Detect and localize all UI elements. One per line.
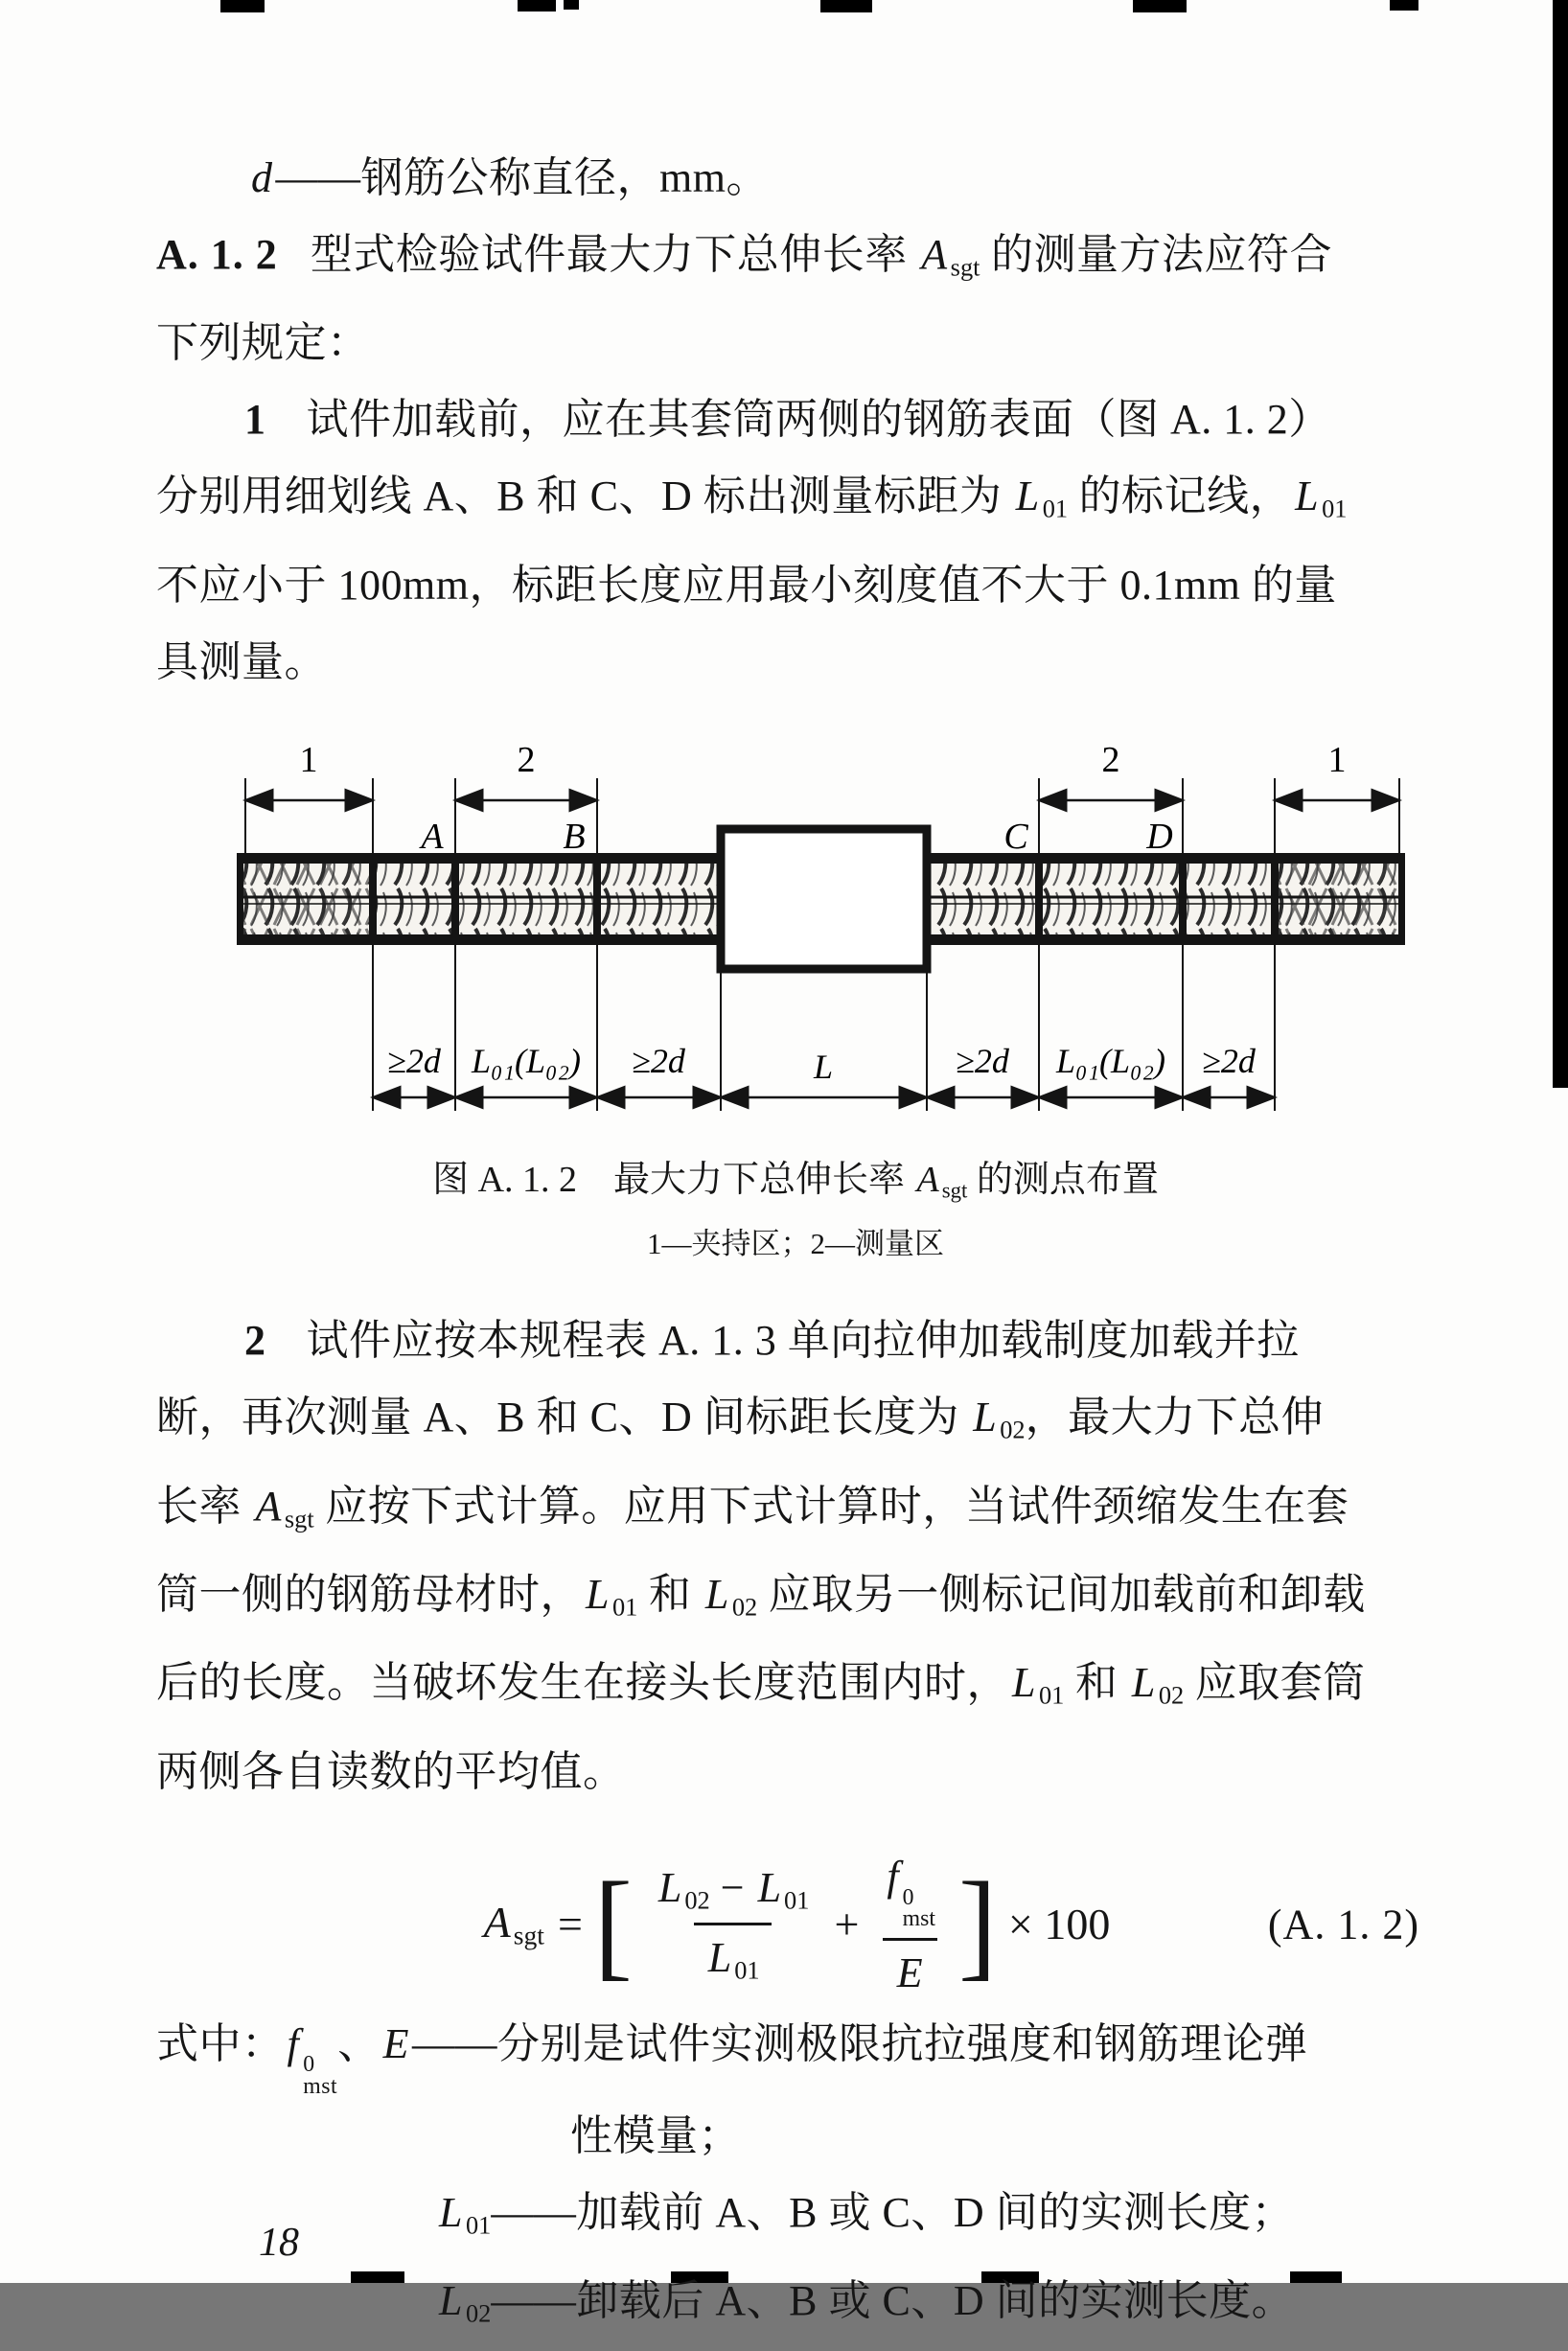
multiplier: × 100 [1007, 1900, 1111, 1949]
where-clause [156, 2006, 1435, 2351]
item2-line6: 两侧各自读数的平均值。 [156, 1747, 626, 1795]
figure-legend: 1—夹持区；2—测量区 [647, 1227, 944, 1261]
mark-label-A: A [421, 816, 444, 857]
rebar-right-end [1398, 853, 1405, 945]
equation-lhs: A $_{sgt}$ [483, 1898, 544, 1951]
rebar-left-end [237, 853, 243, 945]
dim-label-clamp-zone-left: 1 [299, 739, 318, 780]
scan-artifact-top-2 [518, 0, 556, 12]
clamp-zone-right-texture [1275, 862, 1403, 936]
equals-sign: = [557, 1900, 583, 1949]
item1-line2: 分别用细划线 A、B 和 C、D 标出测量标距为 L $_{01}$ 的标记线，L $_{01}$ [156, 473, 1348, 523]
where-line2: 性模量； [570, 2111, 741, 2159]
dim-label-ge2d-1: ≥2d [387, 1041, 441, 1080]
clause-a12-line1 [156, 217, 1435, 305]
mark-label-C: C [1003, 816, 1028, 857]
item2-number: 2 [244, 1317, 266, 1365]
dim-label-clamp-zone-right: 1 [1327, 739, 1347, 780]
item1-text: 试件加载前，应在其套筒两侧的钢筋表面（图 A. 1. 2） [306, 396, 1331, 444]
item1-number: 1 [244, 396, 266, 444]
plus-sign: + [834, 1900, 860, 1949]
mark-label-D: D [1146, 816, 1173, 857]
page-body [156, 140, 1435, 2351]
fraction-strain: $\frac{L _{02} - L _{01}}{L _{01}}$ [657, 1863, 810, 1985]
clause-number: A. 1. 2 [156, 231, 278, 278]
where-line3: L $_{01}$——加载前 A、B 或 C、D 间的实测长度； [439, 2188, 1295, 2239]
scan-artifact-right-strip [1553, 0, 1568, 1088]
equation-expression: A $_{sgt}$ = [ $\frac{L _{02} - L _{01}}{L _{01}}$ + f 0 mst E ] × 100 [481, 1852, 1111, 1997]
where-line1: 式中：f 0 mst 、E——分别是试件实测极限抗拉强度和钢筋理论弹 [156, 2019, 1308, 2099]
figure-a12 [156, 726, 1435, 1264]
dim-label-ge2d-2: ≥2d [632, 1041, 685, 1080]
dim-label-sleeve-length-L: L [813, 1047, 834, 1086]
equation-number: (A. 1. 2) [1267, 1901, 1419, 1948]
clamp-zone-left-texture [240, 862, 373, 936]
dim-label-ge2d-3: ≥2d [956, 1041, 1009, 1080]
item2-line4: 筒一侧的钢筋母材时，L $_{01}$ 和 L $_{02}$ 应取另一侧标记间加载前和卸载 [156, 1570, 1366, 1622]
dim-label-L01-left: L₀₁(L₀₂) [471, 1041, 582, 1080]
scan-artifact-top-4 [820, 0, 872, 12]
item2-text: 试件应按本规程表 A. 1. 3 单向拉伸加载制度加载并拉 [306, 1317, 1300, 1365]
rebar-splice-diagram [156, 726, 1404, 1138]
definition-line: d——钢筋公称直径，mm。 [251, 154, 769, 201]
dim-label-measure-zone-right: 2 [1101, 739, 1120, 780]
item1-line3: 不应小于 100mm，标距长度应用最小刻度值不大于 0.1mm 的量 [156, 561, 1337, 609]
dim-label-measure-zone-left: 2 [517, 739, 536, 780]
mark-label-B: B [563, 816, 586, 857]
clause-a12-line2: 下列规定： [156, 319, 370, 367]
equation-a12 [156, 1843, 1435, 2006]
dim-label-L01-right: L₀₁(L₀₂) [1055, 1041, 1166, 1080]
scan-artifact-top-6 [1390, 0, 1418, 11]
item2-line5: 后的长度。当破坏发生在接头长度范围内时，L $_{01}$ 和 L $_{02}$ 应取套筒 [156, 1659, 1366, 1710]
where-line4: L $_{02}$——卸载后 A、B 或 C、D 间的实测长度。 [439, 2276, 1295, 2328]
item2-line3: 长率 A $_{sgt}$ 应按下式计算。应用下式计算时，当试件颈缩发生在套 [156, 1482, 1349, 1533]
scan-artifact-top-1 [220, 0, 265, 12]
item2-line2: 断，再次测量 A、B 和 C、D 间标距长度为 L $_{02}$，最大力下总伸 [156, 1394, 1325, 1444]
page-number: 18 [259, 2221, 299, 2265]
fraction-elastic: f 0 mst E [872, 1852, 947, 1997]
item2-line1 [156, 1302, 1435, 1379]
dim-label-ge2d-4: ≥2d [1202, 1041, 1256, 1080]
figure-caption: 图 A. 1. 2 最大力下总伸长率 A $_{sgt}$ 的测点布置 [432, 1159, 1159, 1203]
scan-artifact-top-5 [1133, 0, 1187, 12]
clause-text: 型式检验试件最大力下总伸长率 A $_{sgt}$ 的测量方法应符合 [310, 231, 1332, 282]
coupler-sleeve [721, 829, 927, 969]
scan-artifact-top-3 [564, 0, 579, 10]
item1-line1 [156, 381, 1435, 458]
item1-line4: 具测量。 [156, 637, 327, 685]
